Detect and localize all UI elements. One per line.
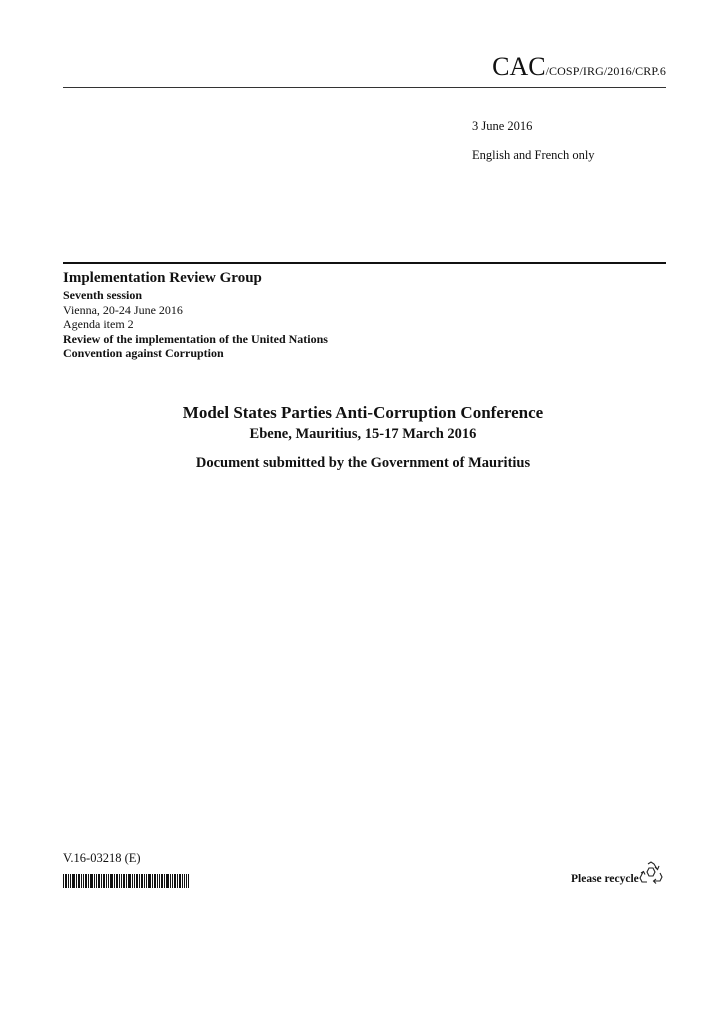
job-number: V.16-03218 (E) — [63, 851, 141, 865]
section-rule — [63, 262, 666, 264]
symbol-main: CAC — [492, 52, 546, 81]
symbol-suffix: /COSP/IRG/2016/CRP.6 — [545, 64, 666, 78]
organ-name: Implementation Review Group — [63, 270, 262, 286]
header-rule — [63, 87, 666, 88]
place-date: Vienna, 20-24 June 2016 — [63, 302, 183, 317]
document-symbol — [492, 54, 666, 80]
document-date: 3 June 2016 — [472, 119, 533, 133]
agenda-title-1: Review of the implementation of the United Nations — [63, 331, 328, 346]
document-title: Model States Parties Anti-Corruption Conference — [182, 403, 544, 422]
recycle-icon — [638, 861, 664, 887]
document-note: Document submitted by the Government of Mauritius — [195, 455, 531, 471]
agenda-title-2: Convention against Corruption — [63, 346, 224, 360]
session-name: Seventh session — [63, 288, 143, 302]
agenda-item: Agenda item 2 — [63, 317, 134, 331]
distribution-note: English and French only — [472, 148, 595, 162]
document-subtitle: Ebene, Mauritius, 15-17 March 2016 — [249, 426, 477, 442]
barcode-icon — [63, 874, 189, 888]
meeting-info — [63, 269, 483, 361]
recycle-note: Please recycle — [571, 873, 639, 885]
